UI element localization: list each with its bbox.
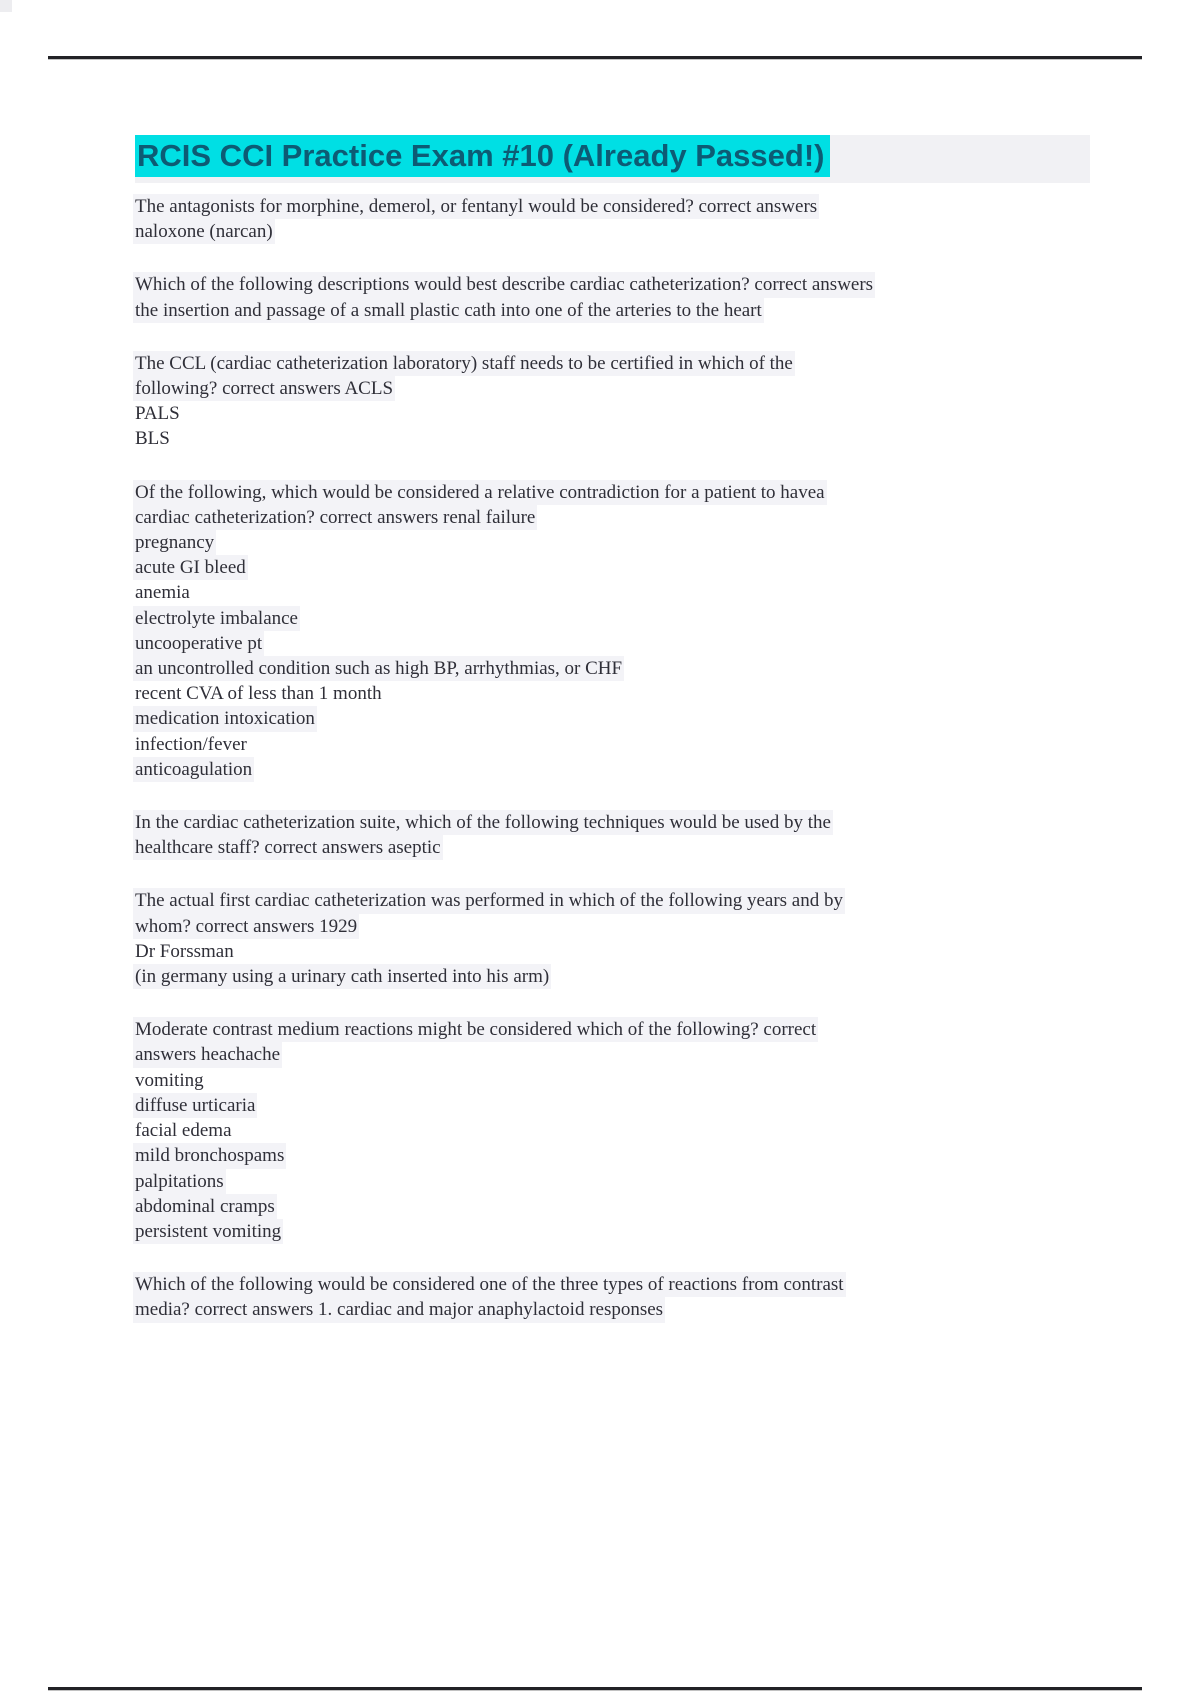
paragraph [135,480,1065,782]
text-line: infection/fever [135,733,247,755]
paragraph [135,351,1065,452]
text-line: acute GI bleed [135,555,246,580]
text-line: palpitations [135,1169,224,1194]
text-line: Which of the following descriptions would best describe cardiac catheterization? correct answers [135,272,873,297]
text-line: answers heachache [135,1042,280,1067]
text-line: whom? correct answers 1929 [135,914,357,939]
text-line: anticoagulation [135,757,252,782]
text-line: an uncontrolled condition such as high BP, arrhythmias, or CHF [135,656,622,681]
page-title-row [135,135,1090,183]
text-line: cardiac catheterization? correct answers renal failure [135,505,535,530]
text-line: (in germany using a urinary cath inserted into his arm) [135,964,549,989]
paragraph [135,272,1065,322]
text-line: facial edema [135,1120,232,1142]
text-line: electrolyte imbalance [135,606,298,631]
text-line: persistent vomiting [135,1219,281,1244]
paragraph [135,888,1065,989]
text-line: healthcare staff? correct answers aseptic [135,835,441,860]
text-line: Moderate contrast medium reactions might be considered which of the following? correct [135,1017,816,1042]
text-line: diffuse urticaria [135,1093,255,1118]
text-line: abdominal cramps [135,1194,275,1219]
text-line: The CCL (cardiac catheterization laboratory) staff needs to be certified in which of the [135,351,793,376]
text-line: vomiting [135,1069,204,1091]
text-line: mild bronchospams [135,1143,284,1168]
paragraph [135,1272,1065,1322]
text-line: anemia [135,582,190,604]
page-title: RCIS CCI Practice Exam #10 (Already Passed!) [135,135,830,177]
text-line: naloxone (narcan) [135,219,273,244]
text-line: Dr Forssman [135,940,234,962]
text-line: PALS [135,403,180,425]
text-line: In the cardiac catheterization suite, which of the following techniques would be used by the [135,810,831,835]
paragraph [135,810,1065,860]
paragraph [135,194,1065,244]
text-line: the insertion and passage of a small plastic cath into one of the arteries to the heart [135,298,762,323]
text-line: medication intoxication [135,706,315,731]
text-line: Of the following, which would be considered a relative contradiction for a patient to havea [135,480,825,505]
document-body [135,194,1065,1351]
text-line: The antagonists for morphine, demerol, or fentanyl would be considered? correct answers [135,194,817,219]
text-line: The actual first cardiac catheterization was performed in which of the following years and by [135,888,843,913]
text-line: Which of the following would be considered one of the three types of reactions from contrast [135,1272,844,1297]
text-line: pregnancy [135,530,214,555]
text-line: recent CVA of less than 1 month [135,683,382,705]
bottom-rule [48,1687,1142,1690]
text-line: uncooperative pt [135,631,262,656]
text-line: media? correct answers 1. cardiac and major anaphylactoid responses [135,1297,663,1322]
top-rule [48,56,1142,59]
corner-artifact [0,0,12,12]
text-line: BLS [135,428,170,450]
text-line: following? correct answers ACLS [135,376,393,401]
paragraph [135,1017,1065,1244]
